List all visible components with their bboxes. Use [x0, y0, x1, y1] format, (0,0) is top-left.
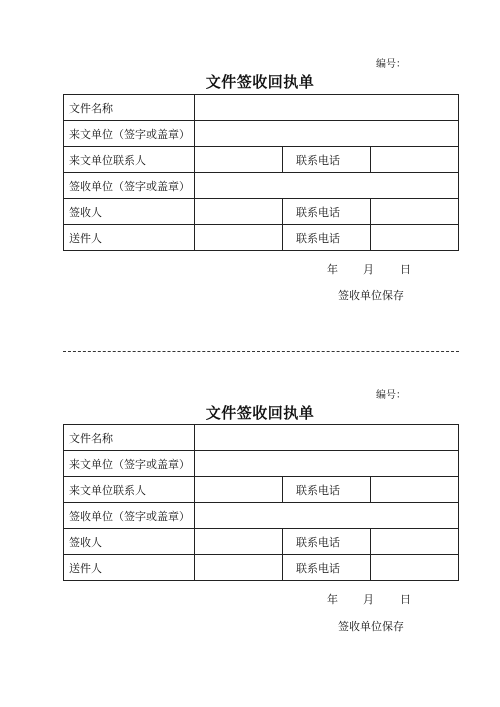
table-row — [64, 555, 459, 581]
sender-contact-field[interactable] — [195, 477, 283, 503]
table-row — [64, 477, 459, 503]
table-row — [64, 121, 459, 147]
receipt-form-table — [63, 94, 459, 251]
keep-note: 签收单位保存 — [338, 620, 404, 633]
sender-contact-label: 来文单位联系人 — [64, 147, 195, 173]
date-line — [327, 261, 411, 277]
serial-number-label: 编号： — [376, 390, 406, 401]
form-title: 文件签收回执单 — [205, 73, 315, 91]
receipt-top — [0, 0, 500, 330]
form-title: 文件签收回执单 — [205, 404, 315, 422]
sender-phone-field[interactable] — [371, 147, 459, 173]
table-row — [64, 147, 459, 173]
deliverer-field[interactable] — [195, 555, 283, 581]
deliverer-phone-label: 联系电话 — [283, 225, 371, 251]
receiver-unit-field[interactable] — [195, 503, 459, 529]
receiver-unit-field[interactable] — [195, 173, 459, 199]
date-month-label: 月 — [363, 593, 374, 606]
table-row — [64, 503, 459, 529]
receiver-label: 签收人 — [64, 199, 195, 225]
sender-phone-field[interactable] — [371, 477, 459, 503]
receiver-phone-label: 联系电话 — [283, 529, 371, 555]
date-day-label: 日 — [400, 593, 411, 606]
file-name-field[interactable] — [195, 95, 459, 121]
sender-unit-field[interactable] — [195, 121, 459, 147]
date-month-label: 月 — [363, 263, 374, 276]
receiver-unit-label: 签收单位（签字或盖章） — [64, 503, 195, 529]
sender-unit-field[interactable] — [195, 451, 459, 477]
table-row — [64, 173, 459, 199]
table-row — [64, 529, 459, 555]
serial-number-label: 编号： — [376, 59, 406, 70]
deliverer-phone-field[interactable] — [371, 225, 459, 251]
file-name-label: 文件名称 — [64, 95, 195, 121]
table-row — [64, 199, 459, 225]
receiver-field[interactable] — [195, 199, 283, 225]
sender-phone-label: 联系电话 — [283, 477, 371, 503]
date-day-label: 日 — [400, 263, 411, 276]
date-year-label: 年 — [327, 593, 338, 606]
sender-unit-label: 来文单位（签字或盖章） — [64, 451, 195, 477]
date-line — [327, 591, 411, 607]
deliverer-label: 送件人 — [64, 555, 195, 581]
file-name-field[interactable] — [195, 425, 459, 451]
date-year-label: 年 — [327, 263, 338, 276]
table-row — [64, 451, 459, 477]
receiver-phone-label: 联系电话 — [283, 199, 371, 225]
receiver-label: 签收人 — [64, 529, 195, 555]
deliverer-phone-field[interactable] — [371, 555, 459, 581]
receiver-unit-label: 签收单位（签字或盖章） — [64, 173, 195, 199]
receipt-bottom — [0, 330, 500, 660]
deliverer-field[interactable] — [195, 225, 283, 251]
deliverer-label: 送件人 — [64, 225, 195, 251]
receiver-phone-field[interactable] — [371, 529, 459, 555]
table-row — [64, 95, 459, 121]
receipt-form-table — [63, 424, 459, 581]
table-row — [64, 425, 459, 451]
deliverer-phone-label: 联系电话 — [283, 555, 371, 581]
sender-contact-field[interactable] — [195, 147, 283, 173]
sender-contact-label: 来文单位联系人 — [64, 477, 195, 503]
receiver-field[interactable] — [195, 529, 283, 555]
sender-unit-label: 来文单位（签字或盖章） — [64, 121, 195, 147]
file-name-label: 文件名称 — [64, 425, 195, 451]
table-row — [64, 225, 459, 251]
receiver-phone-field[interactable] — [371, 199, 459, 225]
sender-phone-label: 联系电话 — [283, 147, 371, 173]
keep-note: 签收单位保存 — [338, 289, 404, 302]
